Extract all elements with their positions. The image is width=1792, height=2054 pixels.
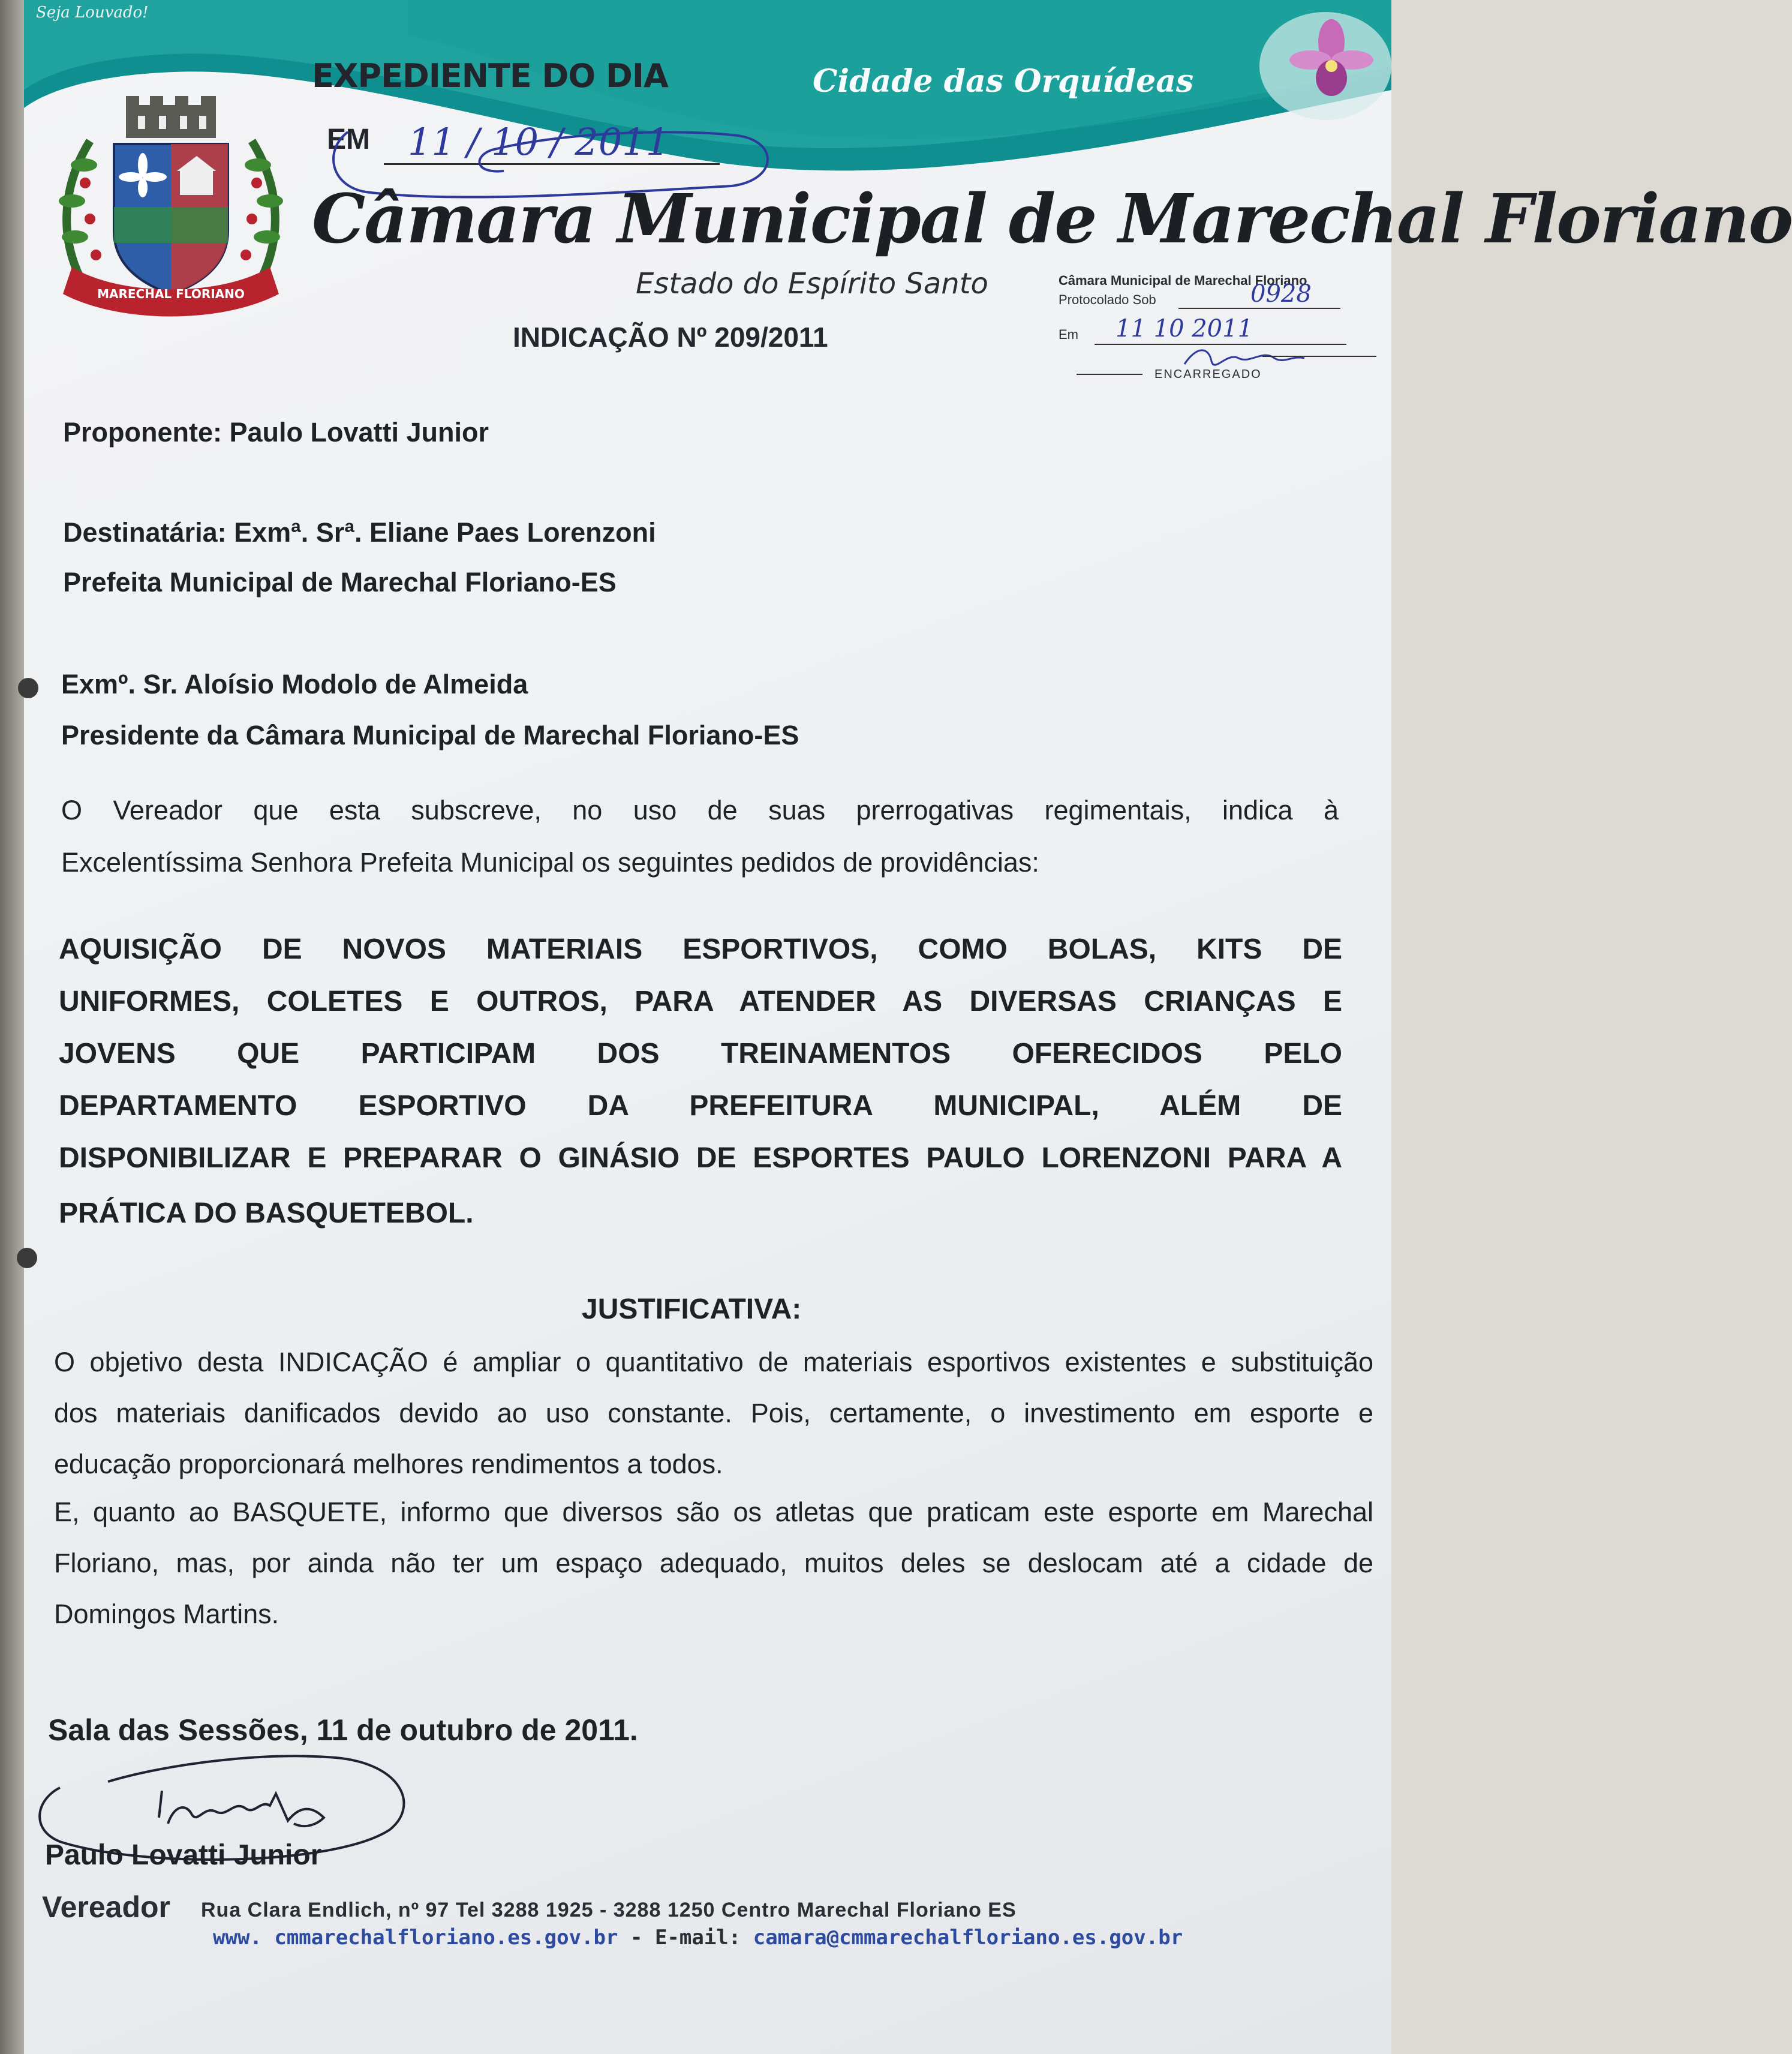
request-line-3: JOVENS QUE PARTICIPAM DOS TREINAMENTOS OFERECIDOS PELO — [59, 1038, 1342, 1070]
indicacao-number: INDICAÇÃO Nº 209/2011 — [513, 322, 828, 353]
stamp-encarregado: ENCARREGADO — [1154, 368, 1262, 381]
punch-hole — [17, 1248, 37, 1268]
intro-line-1: O Vereador que esta subscreve, no uso de suas prerrogativas regimentais, indica à — [61, 795, 1339, 825]
justification-line-3: educação proporcionará melhores rendimentos a todos. — [54, 1449, 723, 1479]
footer-email-label: - E-mail: — [630, 1926, 741, 1950]
request-line-6: PRÁTICA DO BASQUETEBOL. — [59, 1197, 474, 1229]
stamp-rule — [1178, 308, 1340, 309]
request-line-5: DISPONIBILIZAR E PREPARAR O GINÁSIO DE ESPORTES PAULO LORENZONI PARA A — [59, 1142, 1342, 1174]
footer-email: camara@cmmarechalfloriano.es.gov.br — [753, 1926, 1183, 1950]
expediente-label: EXPEDIENTE DO DIA — [312, 57, 668, 95]
footer-role: Vereador — [42, 1890, 171, 1924]
destinataria-line: Destinatária: Exmª. Srª. Eliane Paes Lorenzoni — [63, 517, 656, 548]
footer-address: Rua Clara Endlich, nº 97 Tel 3288 1925 - 3288 1250 Centro Marechal Floriano ES — [201, 1899, 1017, 1921]
request-line-2: UNIFORMES, COLETES E OUTROS, PARA ATENDER AS DIVERSAS CRIANÇAS E — [59, 986, 1342, 1017]
session-date: Sala das Sessões, 11 de outubro de 2011. — [48, 1713, 638, 1747]
motto-text: Seja Louvado! — [36, 4, 149, 22]
proponente-line: Proponente: Paulo Lovatti Junior — [63, 417, 489, 448]
signer-name: Paulo Lovatti Junior — [45, 1839, 322, 1871]
stamp-date: 11 10 2011 — [1116, 315, 1253, 343]
state-subtitle: Estado do Espírito Santo — [636, 267, 988, 301]
justification-line-4: E, quanto ao BASQUETE, informo que diversos são os atletas que praticam este esporte em Marechal — [54, 1497, 1373, 1527]
justificativa-heading: JUSTIFICATIVA: — [582, 1293, 802, 1325]
prefeita-line: Prefeita Municipal de Marechal Floriano-ES — [63, 567, 617, 597]
footer-contacts — [213, 1926, 1183, 1950]
document-page — [24, 0, 1792, 2054]
request-line-1: AQUISIÇÃO DE NOVOS MATERIAIS ESPORTIVOS, COMO BOLAS, KITS DE — [59, 933, 1342, 965]
stamp-rule — [1077, 374, 1142, 375]
stamp-line2: Protocolado Sob — [1059, 292, 1156, 307]
chamber-title: Câmara Municipal de Marechal Floriano — [312, 180, 1792, 259]
orchid-icon — [1241, 9, 1385, 123]
intro-line-2: Excelentíssima Senhora Prefeita Municipal os seguintes pedidos de providências: — [61, 847, 1039, 878]
justification-line-1: O objetivo desta INDICAÇÃO é ampliar o quantitativo de materiais esportivos existentes e substituição — [54, 1347, 1373, 1377]
presidente-line: Presidente da Câmara Municipal de Marechal Floriano-ES — [61, 720, 799, 750]
request-line-4: DEPARTAMENTO ESPORTIVO DA PREFEITURA MUNICIPAL, ALÉM DE — [59, 1090, 1342, 1122]
stamp-number: 0928 — [1250, 280, 1312, 308]
municipal-crest-icon — [48, 87, 294, 327]
em-date-handwritten: 11 / 10 / 2011 — [408, 120, 670, 164]
justification-line-2: dos materiais danificados devido ao uso constante. Pois, certamente, o investimento em esporte e — [54, 1398, 1373, 1428]
footer-website: www. cmmarechalfloriano.es.gov.br — [213, 1926, 618, 1950]
stamp-rule — [1262, 356, 1376, 357]
protocol-stamp — [1059, 273, 1382, 387]
stamp-line1: Câmara Municipal de Marechal Floriano — [1059, 273, 1307, 288]
stamp-line3: Em — [1059, 327, 1078, 342]
punch-hole — [18, 678, 38, 698]
em-label: EM — [327, 124, 370, 155]
justification-line-5: Floriano, mas, por ainda não ter um espaço adequado, muitos deles se deslocam até a cidade de — [54, 1548, 1373, 1578]
justification-line-6: Domingos Martins. — [54, 1599, 279, 1629]
city-slogan: Cidade das Orquídeas — [813, 63, 1194, 100]
exmo-line: Exmº. Sr. Aloísio Modolo de Almeida — [61, 669, 528, 699]
crest-ribbon-text: MARECHAL FLORIANO — [97, 287, 245, 301]
